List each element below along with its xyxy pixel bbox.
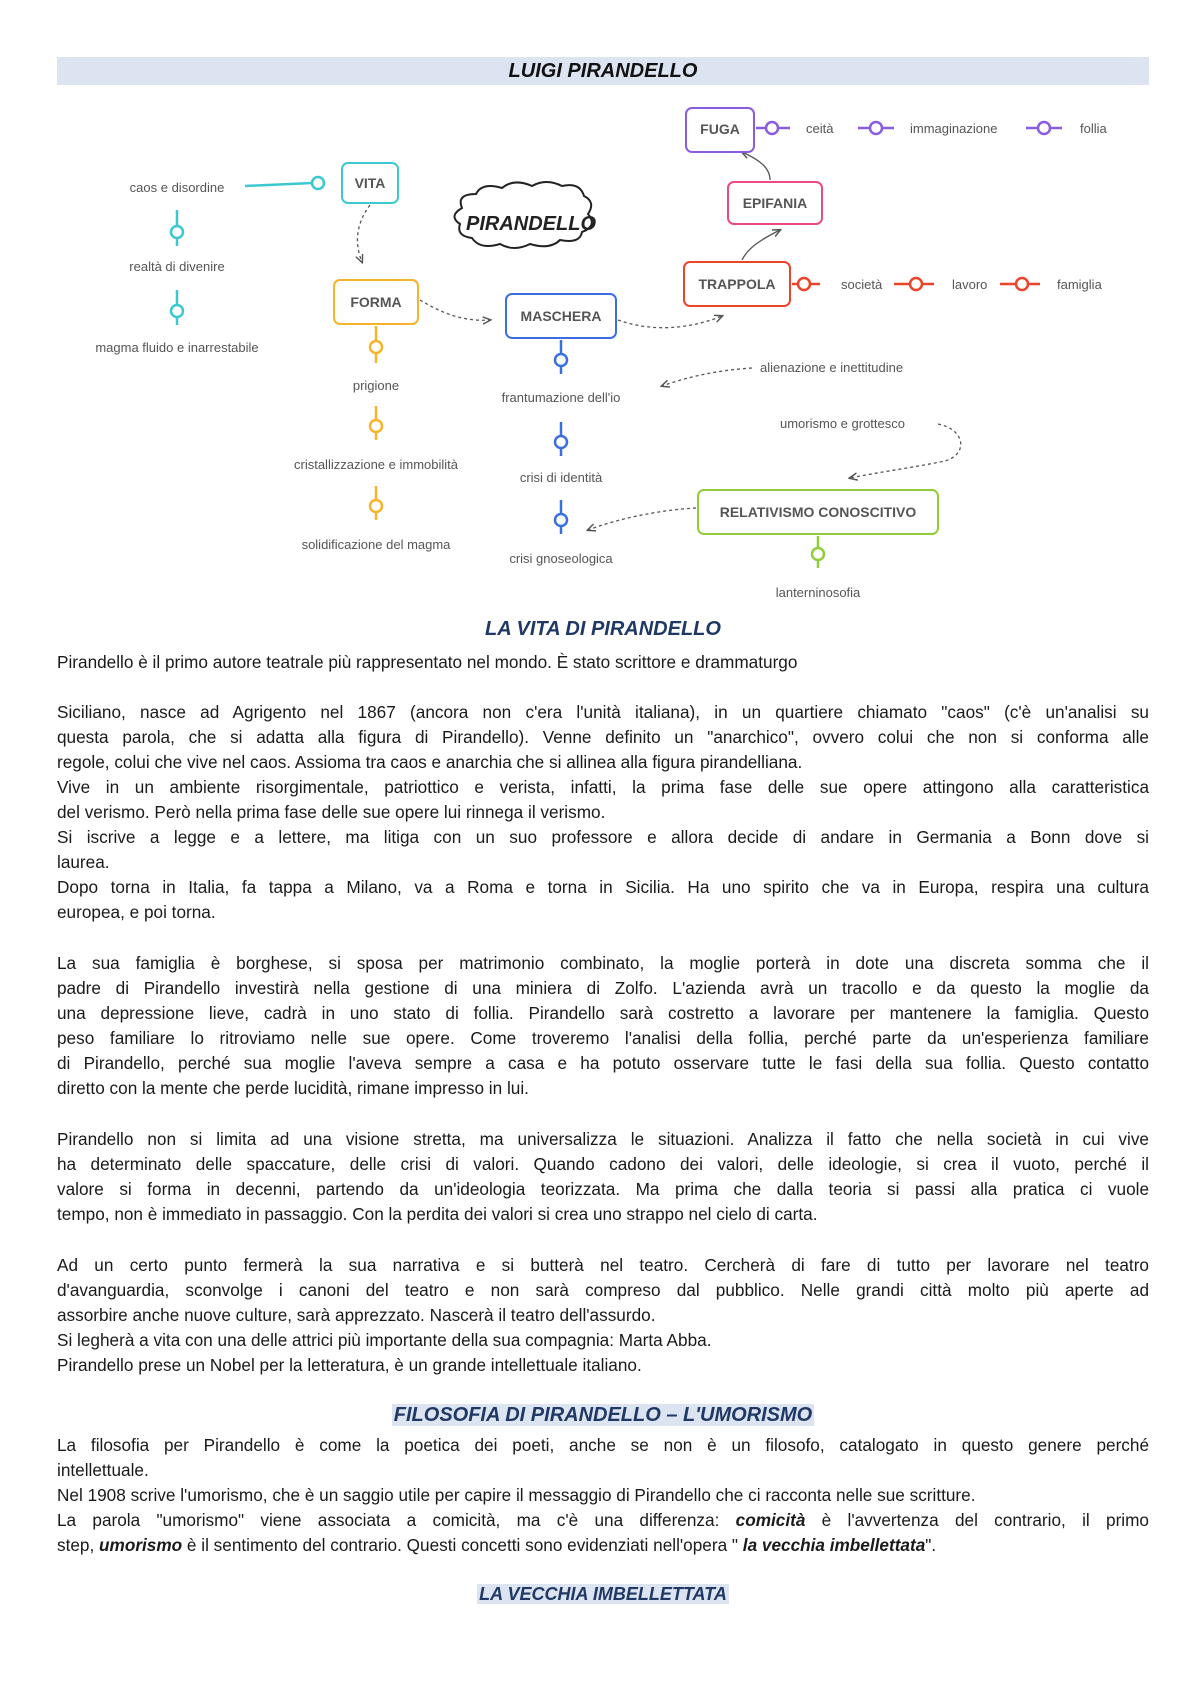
fuga-node-label: FUGA	[700, 121, 740, 137]
trappola-branch	[684, 262, 1103, 306]
trappola-node-label: TRAPPOLA	[698, 276, 776, 292]
trappola-item-1: società	[841, 277, 883, 292]
vita-paragraph-4: Ad un certo punto fermerà la sua narrativa e si butterà nel teatro. Cercherà di fare di tutto per lavorare nel teatro d'avanguardia, sconvolge i canoni del teatro e non sarà compreso dal pubblico. Nelle grandi città molto più aperte ad assorbire anche nuove culture, sarà apprezzato. Nascerà il teatro dell'assurdo. Si legherà a vita con una delle attrici più importante della sua compagnia: Marta Abba. Pirandello prese un Nobel per la letteratura, è un grande intellettuale italiano.	[57, 1255, 1149, 1375]
vita-paragraph-1: Siciliano, nasce ad Agrigento nel 1867 (ancora non c'era l'unità italiana), in un quartiere chiamato "caos" (c'è un'analisi su questa parola, che si adatta alla figura di Pirandello). Venne definito un "anarchico", ovvero colui che non si conforma alle regole, colui che vive nel caos. Assioma tra caos e anarchia che si allinea alla figura pirandelliana. Vive in un ambiente risorgimentale, patriottico e verista, infatti, la prima fase delle sue opere attingono alla caratteristica del verismo. Però nella prima fase delle sue opere lui rinnega il verismo. Si iscrive a legge e a lettere, ma litiga con un suo professore e allora decide di andare in Germania a Bonn dove si laurea. Dopo torna in Italia, fa tappa a Milano, va a Roma e torna in Sicilia. Ha uno spirito che va in Europa, respira una cultura europea, e poi torna.	[57, 702, 1149, 922]
forma-node-label: FORMA	[350, 294, 402, 310]
filosofia-heading: FILOSOFIA DI PIRANDELLO – L'UMORISMO	[393, 1404, 813, 1426]
umorismo-term: umorismo	[99, 1535, 183, 1555]
fuga-item-3: follia	[1080, 121, 1107, 136]
maschera-branch	[502, 294, 621, 566]
maschera-item-3: crisi gnoseologica	[509, 551, 613, 566]
vita-paragraph-3: Pirandello non si limita ad una visione stretta, ma universalizza le situazioni. Analizza il fatto che nella società in cui vive ha determinato delle spaccature, delle crisi di valori. Quando cadono dei valori, delle ideologie, si crea il vuoto, perché il valore si forma in decenni, partendo da un'ideologia teorizzata. Ma prima che dalla teoria si passi alla pratica ci vuole tempo, non è immediato in passaggio. Con la perdita dei valori si crea uno strappo nel cielo di carta.	[57, 1129, 1149, 1224]
forma-item-3: solidificazione del magma	[301, 537, 451, 552]
vita-heading: LA VITA DI PIRANDELLO	[485, 618, 721, 640]
vita-node-label: VITA	[354, 175, 386, 191]
forma-item-2: cristallizzazione e immobilità	[294, 457, 458, 472]
maschera-item-2: crisi di identità	[519, 470, 603, 485]
mind-map	[0, 95, 1200, 605]
vita-item-2: realtà di divenire	[129, 259, 225, 274]
note-umorismo: umorismo e grottesco	[780, 416, 905, 431]
epifania-branch	[728, 182, 822, 224]
relativismo-branch	[698, 490, 938, 600]
epifania-node-label: EPIFANIA	[742, 195, 808, 211]
opera-title: la vecchia imbellettata	[742, 1535, 926, 1555]
comicita-term: comicità	[735, 1510, 806, 1530]
forma-item-1: prigione	[352, 378, 400, 393]
vita-branch	[95, 163, 398, 355]
relativismo-node-label: RELATIVISMO CONOSCITIVO	[719, 504, 917, 520]
central-label: PIRANDELLO	[466, 213, 596, 235]
vita-item-3: magma fluido e inarrestabile	[95, 340, 259, 355]
vita-intro: Pirandello è il primo autore teatrale più rappresentato nel mondo. È stato scrittore e drammaturgo	[57, 652, 798, 672]
central-cloud	[454, 182, 596, 248]
maschera-item-1: frantumazione dell'io	[501, 390, 621, 405]
fuga-item-2: immaginazione	[910, 121, 998, 136]
vita-item-1: caos e disordine	[129, 180, 225, 195]
fuga-branch	[686, 108, 1108, 152]
trappola-item-3: famiglia	[1057, 277, 1102, 292]
maschera-node-label: MASCHERA	[520, 308, 602, 324]
filosofia-paragraph: La filosofia per Pirandello è come la poetica dei poeti, anche se non è un filosofo, catalogato in questo genere perché intellettuale. Nel 1908 scrive l'umorismo, che è un saggio utile per capire il messaggio di Pirandello che ci racconta nelle sue scritture. La parola "umorismo" viene associata a comicità, ma c'è una differenza: comicità è l'avvertenza del contrario, il primo step, umorismo è il sentimento del contrario. Questi concetti sono evidenziati nell'opera " la vecchia imbellettata".	[57, 1435, 1149, 1555]
forma-branch	[294, 280, 459, 552]
fuga-item-1: ceità	[806, 121, 834, 136]
vita-paragraph-2: La sua famiglia è borghese, si sposa per matrimonio combinato, la moglie porterà in dote una discreta somma che il padre di Pirandello investirà nella gestione di una miniera di Zolfo. L'azienda avrà un tracollo e da questo la moglie da una depressione lieve, cadrà in uno stato di follia. Pirandello sarà costretto a lavorare per mantenere la famiglia. Questo peso familiare lo ritroviamo nelle sue opere. Come troveremo l'analisi della follia, perché parte da un'esperienza familiare di Pirandello, perché sua moglie l'aveva sempre a casa e ha potuto osservare tutte le fasi della sua follia. Questo contatto diretto con la mente che perde lucidità, rimane impresso in lui.	[57, 953, 1149, 1098]
note-alienazione: alienazione e inettitudine	[760, 360, 904, 375]
vecchia-heading: LA VECCHIA IMBELLETTATA	[479, 1584, 727, 1604]
trappola-item-2: lavoro	[952, 277, 988, 292]
page-title: LUIGI PIRANDELLO	[57, 57, 1149, 85]
relativismo-item-1: lanterninosofia	[775, 585, 861, 600]
